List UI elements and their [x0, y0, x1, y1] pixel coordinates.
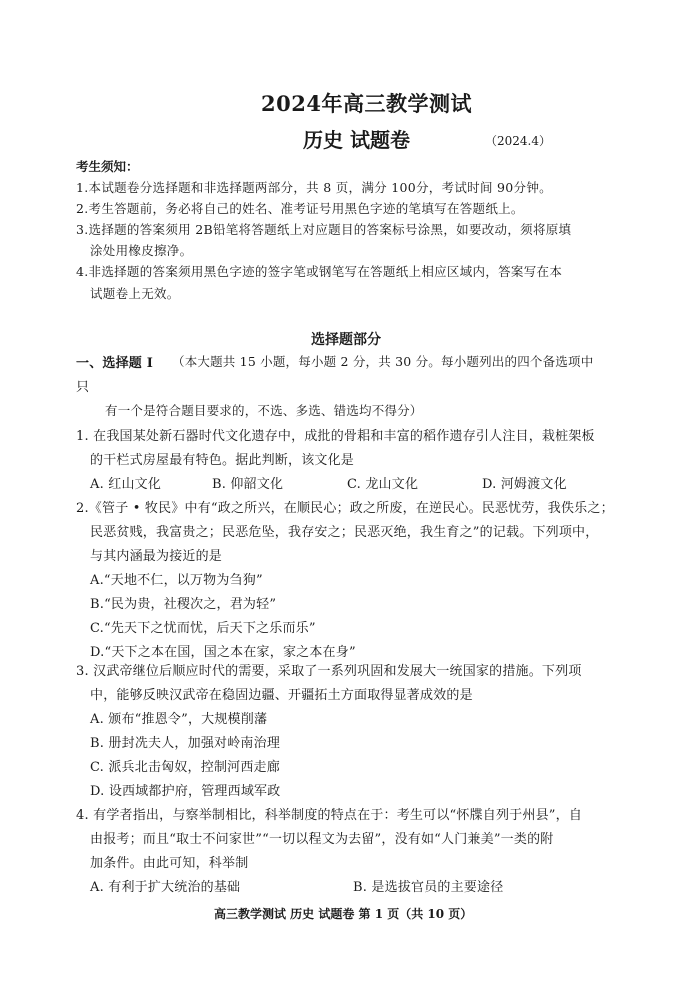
page-subtitle: 历史 试题卷 — [303, 128, 410, 152]
notice-line: 试题卷上无效。 — [90, 286, 180, 301]
question-2-option-b: B.“民为贵，社稷次之，君为轻” — [90, 597, 277, 612]
part-description: （本大题共 15 小题，每小题 2 分，共 30 分。每小题列出的四个备选项中 — [172, 354, 594, 369]
question-3-line: 中，能够反映汉武帝在稳固边疆、开疆拓土方面取得显著成效的是 — [90, 688, 473, 703]
question-2-line: 民恶贫贱，我富贵之；民恶危坠，我存安之；民恶灭绝，我生育之”的记载。下列项中， — [90, 525, 599, 540]
question-1-option-d: D. 河姆渡文化 — [482, 477, 567, 492]
question-4-line: 由报考；而且“取士不问家世”“一切以程文为去留”，没有如“人门兼美”一类的附 — [90, 832, 554, 847]
question-2-option-c: C.“先天下之忧而忧，后天下之乐而乐” — [90, 621, 316, 636]
notice-line: 1.本试题卷分选择题和非选择题两部分，共 8 页，满分 100分，考试时间 90分钟。 — [76, 180, 552, 195]
notice-line: 2.考生答题前，务必将自己的姓名、准考证号用黑色字迹的笔填写在答题纸上。 — [76, 201, 524, 216]
notice-heading: 考生须知： — [76, 159, 139, 174]
section-title: 选择题部分 — [311, 332, 381, 348]
page-footer: 高三教学测试 历史 试题卷 第 1 页（共 10 页） — [214, 907, 473, 921]
part-label: 一、选择题 Ⅰ — [76, 356, 154, 371]
question-3-option-d: D. 设西域都护府，管理西域军政 — [90, 784, 281, 799]
page-title: 2024年高三教学测试 — [261, 91, 472, 116]
question-1-line: 的干栏式房屋最有特色。据此判断，该文化是 — [90, 453, 355, 468]
question-3-line: 3. 汉武帝继位后顺应时代的需要，采取了一系列巩固和发展大一统国家的措施。下列项 — [76, 664, 582, 679]
exam-date: （2024.4） — [485, 134, 551, 148]
question-1-option-b: B. 仰韶文化 — [212, 477, 284, 492]
question-4-option-b: B. 是选拔官员的主要途径 — [353, 880, 504, 895]
question-2-option-d: D.“天下之本在国，国之本在家，家之本在身” — [90, 645, 356, 660]
question-4-line: 加条件。由此可知，科举制 — [90, 856, 249, 871]
part-description-wrap: 只 — [76, 380, 90, 395]
question-1-option-c: C. 龙山文化 — [347, 477, 419, 492]
notice-line: 涂处用橡皮擦净。 — [90, 243, 193, 258]
question-3-option-c: C. 派兵北击匈奴，控制河西走廊 — [90, 760, 280, 775]
question-3-option-a: A. 颁布“推恩令”，大规模削藩 — [90, 712, 268, 727]
question-3-option-b: B. 册封冼夫人，加强对岭南治理 — [90, 736, 281, 751]
notice-line: 4.非选择题的答案须用黑色字迹的签字笔或钢笔写在答题纸上相应区域内，答案写在本 — [76, 264, 563, 279]
question-4-line: 4. 有学者指出，与察举制相比，科举制度的特点在于：考生可以“怀牒自列于州县”，自 — [76, 808, 583, 823]
question-4-option-a: A. 有利于扩大统治的基础 — [90, 880, 241, 895]
question-2-line: 2.《管子 • 牧民》中有“政之所兴，在顺民心；政之所废，在逆民心。民恶忧劳，我佚乐之； — [76, 501, 614, 516]
question-2-option-a: A.“天地不仁，以万物为刍狗” — [90, 573, 263, 588]
notice-line: 3.选择题的答案须用 2B铅笔将答题纸上对应题目的答案标号涂黑，如要改动，须将原填 — [76, 222, 572, 237]
question-1-option-a: A. 红山文化 — [90, 477, 162, 492]
question-1-line: 1. 在我国某处新石器时代文化遗存中，成批的骨耜和丰富的稻作遗存引人注目，栽桩架板 — [76, 429, 595, 444]
part-description-2: 有一个是符合题目要求的，不选、多选、错选均不得分） — [105, 403, 423, 418]
question-2-line: 与其内涵最为接近的是 — [90, 549, 223, 564]
